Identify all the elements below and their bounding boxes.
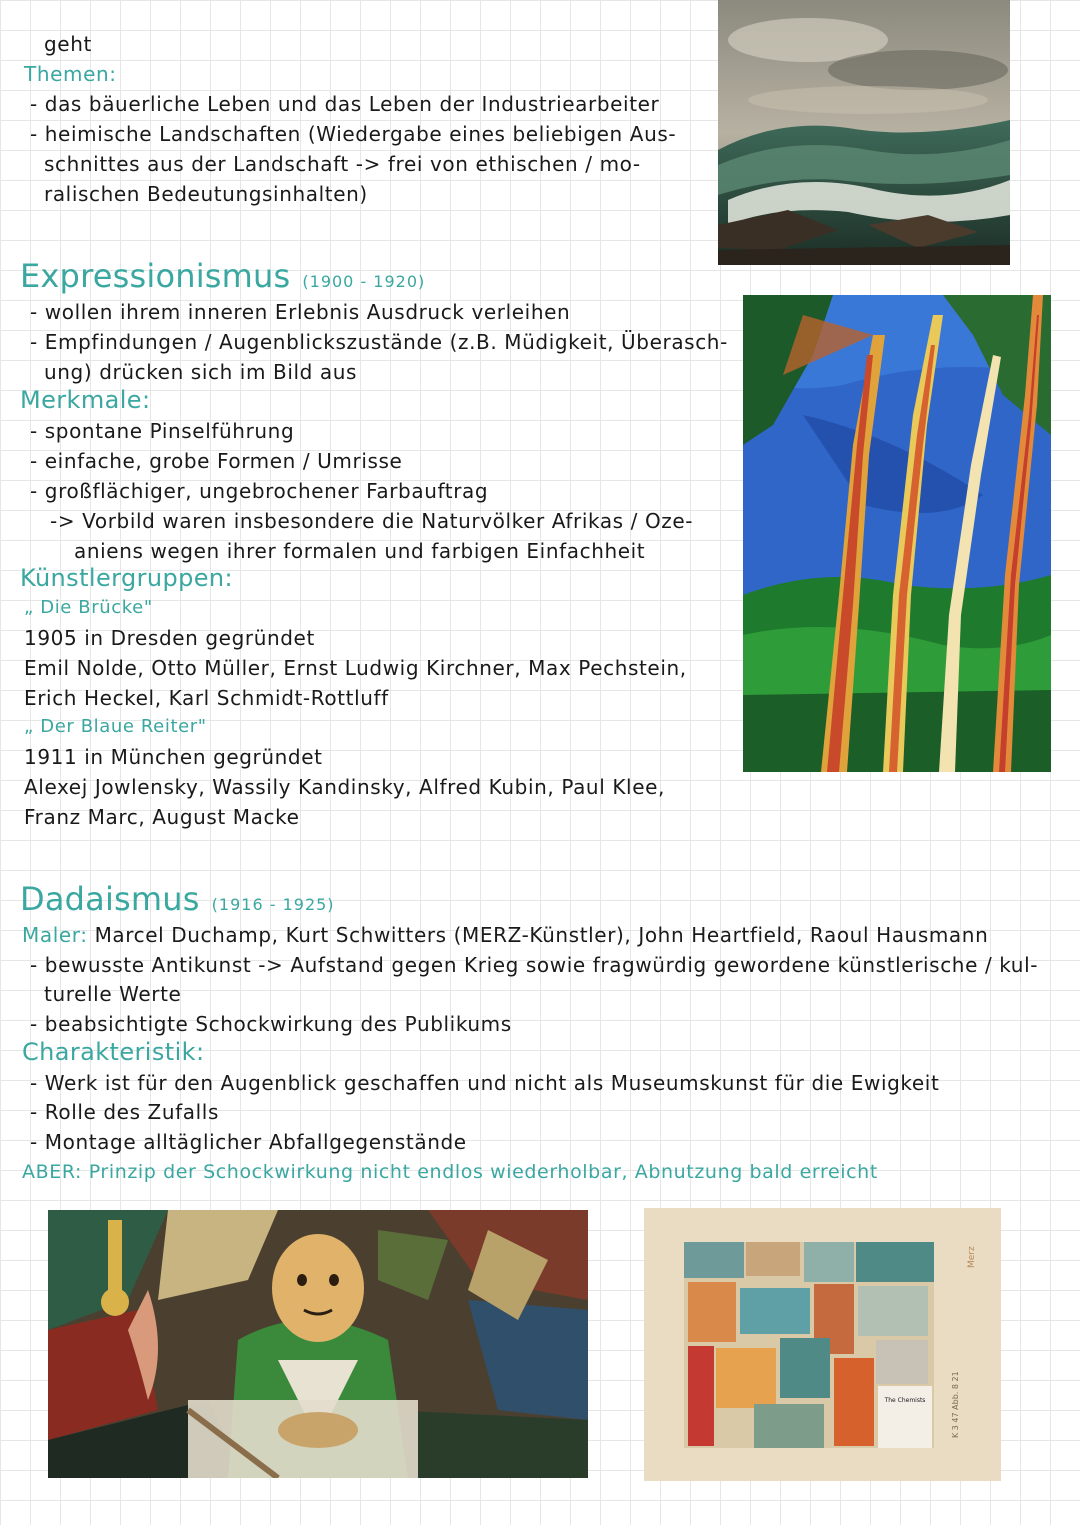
- continued-text: geht: [44, 32, 92, 56]
- merkmale-label: Merkmale:: [20, 386, 151, 414]
- expr-intro-1: - wollen ihrem inneren Erlebnis Ausdruck verleihen: [30, 300, 571, 324]
- themen-item-2-cont: schnittes aus der Landschaft -> frei von ethischen / mo-: [44, 152, 641, 176]
- collage-corner-note: Merz: [967, 1246, 977, 1268]
- bruecke-line-1: 1905 in Dresden gegründet: [24, 626, 315, 650]
- charakteristik-1: - Werk ist für den Augenblick geschaffen und nicht als Museumskunst für die Ewigkeit: [30, 1071, 940, 1095]
- themen-item-2-cont2: ralischen Bedeutungsinhalten): [44, 182, 368, 206]
- reiter-line-2: Alexej Jowlensky, Wassily Kandinsky, Alfred Kubin, Paul Klee,: [24, 775, 665, 799]
- charakteristik-label: Charakteristik:: [22, 1038, 205, 1066]
- kuenstlergruppen-label: Künstlergruppen:: [20, 564, 234, 592]
- bruecke-line-3: Erich Heckel, Karl Schmidt-Rottluff: [24, 686, 389, 710]
- dada-intro-2: - beabsichtigte Schockwirkung des Publikums: [30, 1012, 512, 1036]
- themen-item-1: - das bäuerliche Leben und das Leben der Industriearbeiter: [30, 92, 660, 116]
- maler-names: Marcel Duchamp, Kurt Schwitters (MERZ-Künstler), John Heartfield, Raoul Hausmann: [94, 923, 989, 947]
- dadaismus-years: (1916 - 1925): [211, 895, 335, 914]
- dada-intro-1-cont: turelle Werte: [44, 982, 182, 1006]
- merkmal-2: - einfache, grobe Formen / Umrisse: [30, 449, 403, 473]
- collage-side-note: K 3 47 Abb. 8 21: [951, 1371, 960, 1438]
- blaue-reiter-label: „ Der Blaue Reiter": [24, 716, 207, 737]
- maler-line: [22, 921, 988, 949]
- trees-painting: [743, 295, 1051, 772]
- charakteristik-2: - Rolle des Zufalls: [30, 1100, 219, 1124]
- bruecke-line-2: Emil Nolde, Otto Müller, Ernst Ludwig Kirchner, Max Pechstein,: [24, 656, 687, 680]
- dada-intro-1: - bewusste Antikunst -> Aufstand gegen Krieg sowie fragwürdig gewordene künstlerische / kul-: [30, 953, 1039, 977]
- collage-artwork: [644, 1208, 1001, 1481]
- expr-intro-2-cont: ung) drücken sich im Bild aus: [44, 360, 358, 384]
- merkmal-1: - spontane Pinselführung: [30, 419, 295, 443]
- aber-note: ABER: Prinzip der Schockwirkung nicht endlos wiederholbar, Abnutzung bald erreicht: [22, 1161, 878, 1183]
- charakteristik-3: - Montage alltäglicher Abfallgegenstände: [30, 1130, 467, 1154]
- collage-label: The Chemists: [884, 1397, 926, 1404]
- themen-item-2: - heimische Landschaften (Wiedergabe eines beliebigen Aus-: [30, 122, 677, 146]
- merkmal-3: - großflächiger, ungebrochener Farbauftrag: [30, 479, 489, 503]
- themen-label: Themen:: [24, 62, 117, 86]
- merkmal-3-sub-cont: aniens wegen ihrer formalen und farbigen Einfachheit: [74, 539, 646, 563]
- dada-painting: [48, 1210, 588, 1478]
- merkmal-3-sub: -> Vorbild waren insbesondere die Naturvölker Afrikas / Oze-: [50, 509, 694, 533]
- expr-intro-2: - Empfindungen / Augenblickszustände (z.B. Müdigkeit, Überasch-: [30, 330, 728, 354]
- wave-painting: [718, 0, 1010, 265]
- expressionismus-title: Expressionismus (1900 - 1920): [20, 257, 426, 295]
- bruecke-label: „ Die Brücke": [24, 597, 153, 618]
- reiter-line-3: Franz Marc, August Macke: [24, 805, 300, 829]
- dadaismus-title: Dadaismus (1916 - 1925): [20, 880, 335, 918]
- maler-label: Maler:: [22, 923, 88, 947]
- expressionismus-years: (1900 - 1920): [302, 272, 426, 291]
- reiter-line-1: 1911 in München gegründet: [24, 745, 323, 769]
